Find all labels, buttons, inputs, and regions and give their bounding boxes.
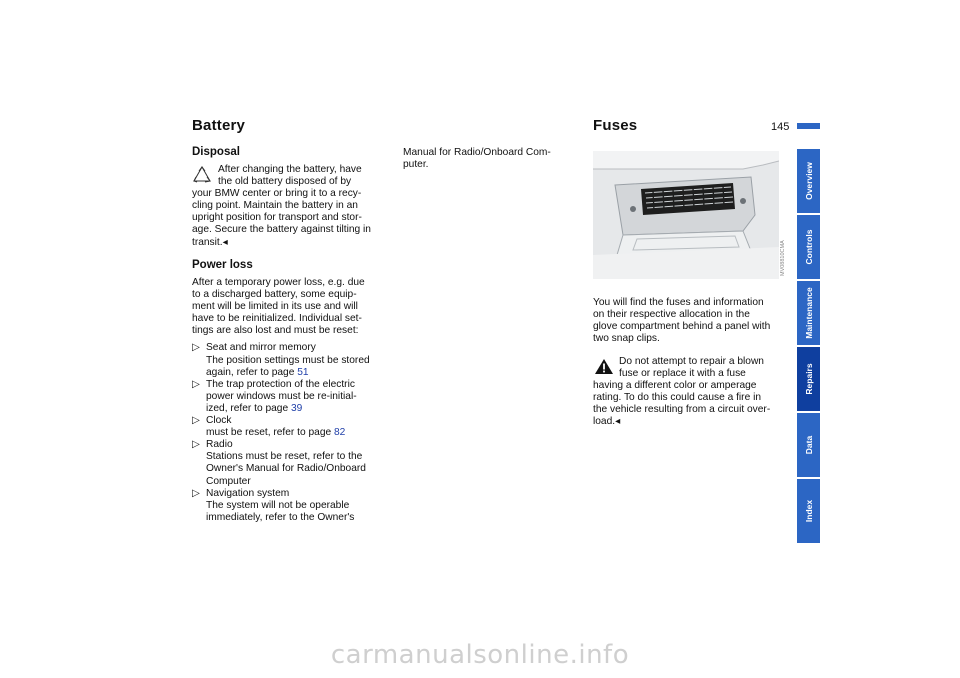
warning-line-6: load.◂ — [593, 416, 621, 428]
power-loss-text — [192, 277, 392, 524]
warning-line-5: the vehicle resulting from a circuit over- — [593, 404, 771, 416]
disposal-line-2: the old battery disposed of by — [218, 176, 352, 188]
list-item-text: must be reset, refer to page — [206, 427, 334, 439]
disposal-line-1: After changing the battery, have — [218, 164, 362, 175]
list-item-line: Navigation system — [206, 487, 290, 499]
image-code: MV08810CMA — [780, 240, 786, 276]
glove-compartment-illustration — [593, 151, 779, 279]
tab-controls[interactable] — [797, 215, 820, 279]
power-loss-list — [192, 342, 392, 523]
fuses-line-2: on their respective allocation in the — [593, 309, 750, 321]
tab-overview[interactable] — [797, 149, 820, 213]
tab-label: Index — [803, 499, 814, 523]
list-item — [192, 379, 392, 415]
fuse-panel-figure — [593, 151, 779, 279]
list-item-line: immediately, refer to the Owner's — [206, 511, 355, 523]
page-link-39[interactable]: 39 — [290, 402, 303, 414]
list-item-line: Owner's Manual for Radio/Onboard — [206, 463, 366, 475]
continuation-text — [403, 147, 583, 171]
continuation-line-1: Manual for Radio/Onboard Com- — [403, 147, 551, 158]
list-item — [192, 488, 392, 524]
power-loss-intro-4: have to be reinitialized. Individual set- — [192, 313, 362, 325]
list-item — [192, 415, 392, 439]
list-item-text: ized, refer to page — [206, 402, 291, 414]
list-item-line: Stations must be reset, refer to the — [206, 451, 363, 463]
page-link-51[interactable]: 51 — [297, 366, 309, 378]
disposal-text — [192, 164, 392, 249]
bullet-icon: ▷ — [192, 415, 200, 427]
disposal-line-6: age. Secure the battery against tilting in — [192, 224, 371, 236]
list-item-line: power windows must be re-initial- — [206, 390, 357, 402]
list-item-text: again, refer to page — [206, 366, 298, 378]
disposal-line-3: your BMW center or bring it to a recy- — [192, 188, 362, 200]
tab-label: Maintenance — [803, 287, 814, 339]
fuses-line-4: two snap clips. — [593, 333, 660, 345]
tab-maintenance[interactable] — [797, 281, 820, 345]
list-item-line — [206, 367, 392, 379]
warning-line-4: rating. To do this could cause a fire in — [593, 392, 762, 404]
tab-index[interactable] — [797, 479, 820, 543]
section-title-fuses: Fuses — [593, 117, 638, 134]
fuses-line-3: glove compartment behind a panel with — [593, 321, 771, 333]
heading-power-loss: Power loss — [192, 259, 253, 271]
fuses-line-1: You will find the fuses and information — [593, 297, 764, 308]
tab-data[interactable] — [797, 413, 820, 477]
list-item-line: The position settings must be stored — [206, 354, 370, 366]
page-marker-bar — [797, 123, 820, 129]
section-title-battery: Battery — [192, 117, 246, 134]
bullet-icon: ▷ — [192, 439, 200, 451]
page-number: 145 — [771, 121, 790, 133]
bullet-icon: ▷ — [192, 378, 200, 390]
power-loss-intro-1: After a temporary power loss, e.g. due — [192, 277, 365, 288]
power-loss-intro-5: tings are also lost and must be reset: — [192, 325, 359, 337]
list-item-line — [206, 403, 392, 415]
list-item — [192, 439, 392, 487]
page-link-82[interactable]: 82 — [333, 427, 346, 439]
list-item-line: Radio — [206, 439, 233, 451]
bullet-icon: ▷ — [192, 487, 200, 499]
bullet-icon: ▷ — [192, 342, 200, 354]
disposal-line-5: upright position for transport and stor- — [192, 212, 362, 224]
fuses-paragraph — [593, 297, 783, 345]
list-item-line: Clock — [206, 415, 232, 427]
warning-line-1: Do not attempt to repair a blown — [619, 356, 764, 367]
warning-line-2: fuse or replace it with a fuse — [619, 368, 746, 380]
tab-label: Data — [803, 435, 814, 455]
power-loss-intro-2: to a discharged battery, some equip- — [192, 289, 357, 301]
tab-label: Controls — [803, 229, 814, 265]
continuation-line-2: puter. — [403, 159, 429, 171]
list-item-line: The system will not be operable — [206, 499, 350, 511]
disposal-line-4: cling point. Maintain the battery in an — [192, 200, 358, 212]
heading-disposal: Disposal — [192, 146, 240, 158]
list-item-line: Seat and mirror memory — [206, 342, 316, 354]
warning-line-3: having a different color or amperage — [593, 380, 757, 392]
list-item — [192, 342, 392, 378]
warning-text — [593, 356, 783, 429]
list-item-line — [206, 427, 392, 439]
list-item-line: The trap protection of the electric — [206, 378, 355, 390]
tab-repairs[interactable] — [797, 347, 820, 411]
watermark: carmanualsonline.info — [330, 640, 630, 670]
disposal-line-7: transit.◂ — [192, 236, 228, 248]
list-item-line: Computer — [206, 475, 251, 487]
tab-label: Overview — [803, 162, 814, 200]
power-loss-intro-3: ment will be limited in its use and will — [192, 301, 358, 313]
tab-label: Repairs — [803, 363, 814, 395]
